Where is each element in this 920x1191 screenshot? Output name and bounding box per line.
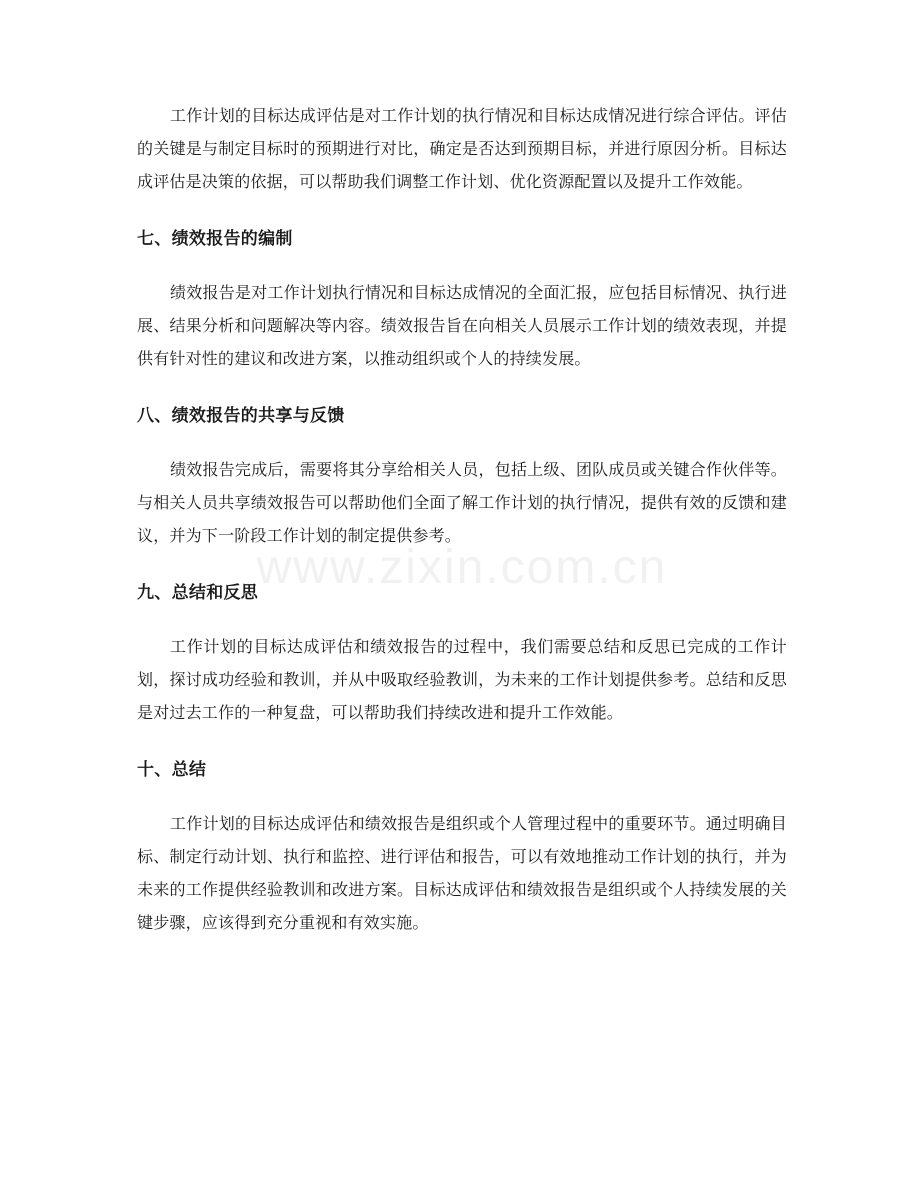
heading-section-9: 九、总结和反思 [137,583,259,603]
paragraph-section-9: 工作计划的目标达成评估和绩效报告的过程中，我们需要总结和反思已完成的工作计划，探讨成功经验和教训，并从中吸取经验教训，为未来的工作计划提供参考。总结和反思是对过去工作的一种复盘，可以帮助我们持续改进和提升工作效能。 [137,637,787,722]
document-body [137,99,787,939]
paragraph-section-7: 绩效报告是对工作计划执行情况和目标达成情况的全面汇报，应包括目标情况、执行进展、结果分析和问题解决等内容。绩效报告旨在向相关人员展示工作计划的绩效表现，并提供有针对性的建议和改进方案，以推动组织或个人的持续发展。 [137,283,787,368]
paragraph-section-10: 工作计划的目标达成评估和绩效报告是组织或个人管理过程中的重要环节。通过明确目标、制定行动计划、执行和监控、进行评估和报告，可以有效地推动工作计划的执行，并为未来的工作提供经验教训和改进方案。目标达成评估和绩效报告是组织或个人持续发展的关键步骤，应该得到充分重视和有效实施。 [137,814,787,932]
paragraph-section-8: 绩效报告完成后，需要将其分享给相关人员，包括上级、团队成员或关键合作伙伴等。与相关人员共享绩效报告可以帮助他们全面了解工作计划的执行情况，提供有效的反馈和建议，并为下一阶段工作计划的制定提供参考。 [137,460,787,545]
paragraph-goal-assessment: 工作计划的目标达成评估是对工作计划的执行情况和目标达成情况进行综合评估。评估的关键是与制定目标时的预期进行对比，确定是否达到预期目标，并进行原因分析。目标达成评估是决策的依据，可以帮助我们调整工作计划、优化资源配置以及提升工作效能。 [137,106,787,191]
watermark: www.zixin.com.cn [256,541,668,594]
heading-section-8: 八、绩效报告的共享与反馈 [137,406,345,426]
heading-section-7: 七、绩效报告的编制 [137,229,293,249]
heading-section-10: 十、总结 [137,760,207,780]
